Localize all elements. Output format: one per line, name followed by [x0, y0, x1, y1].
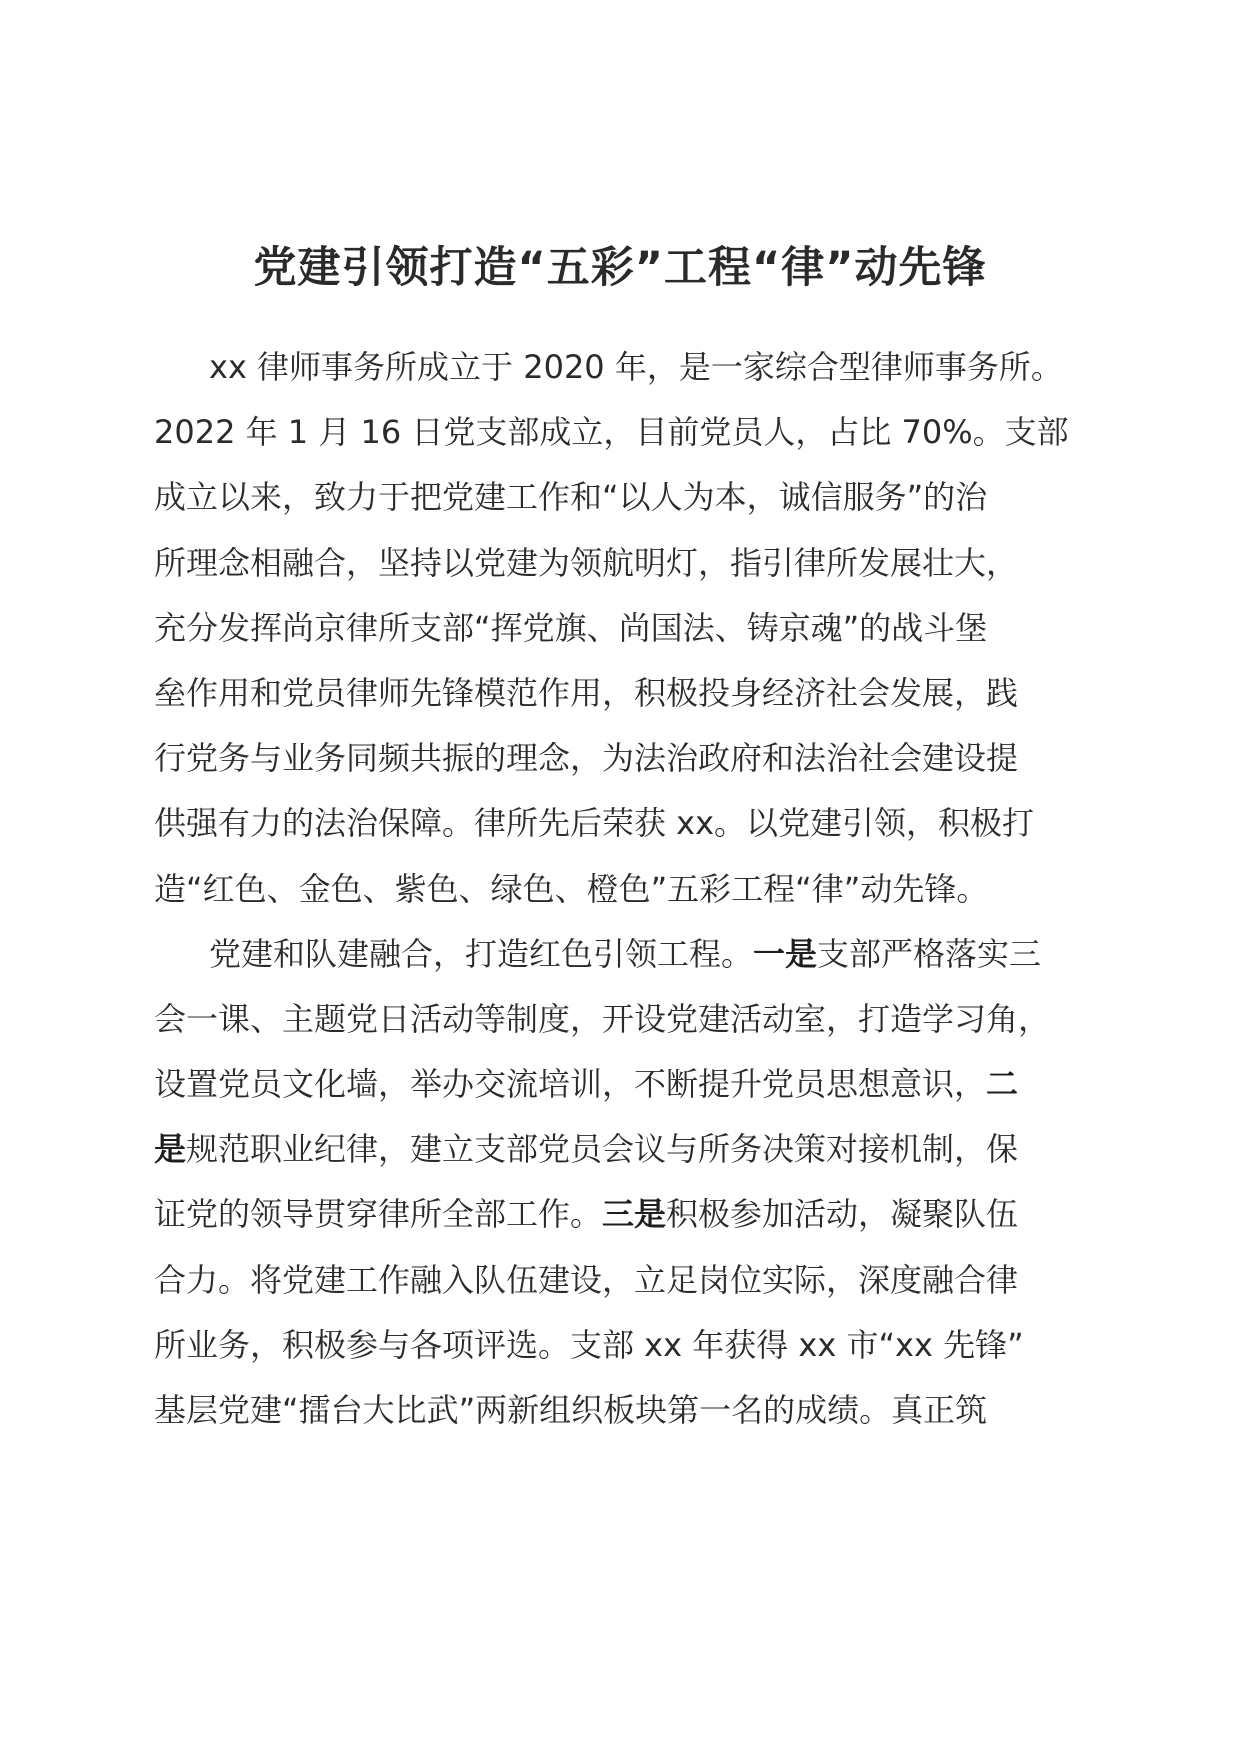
bold-text: 一是 — [753, 934, 818, 973]
text-segment: 规范职业纪律，建立支部党员会议与所务决策对接机制，保 — [186, 1130, 1019, 1169]
text-line — [154, 465, 1094, 530]
text-segment: 充分发挥尚京律所支部“挥党旗、尚国法、铸京魂”的战斗堡 — [154, 608, 988, 647]
text-segment: 造“红色、金色、紫色、绿色、橙色”五彩工程“律”动先锋。 — [154, 869, 989, 908]
bold-text: 二 — [986, 1065, 1019, 1104]
text-segment: 设置党员文化墙，举办交流培训，不断提升党员思想意识， — [154, 1065, 987, 1104]
document-body — [154, 335, 1094, 1443]
text-line — [154, 791, 1094, 856]
text-line — [154, 726, 1094, 791]
text-segment: 成立以来，致力于把党建工作和“以人为本，诚信服务”的治 — [154, 478, 988, 517]
text-line — [154, 661, 1094, 726]
text-line — [154, 531, 1094, 596]
text-line — [154, 987, 1094, 1052]
text-line — [154, 857, 1094, 922]
text-line — [154, 1117, 1094, 1182]
text-segment: 行党务与业务同频共振的理念，为法治政府和法治社会建设提 — [154, 739, 1019, 778]
text-segment: 支部严格落实三 — [817, 934, 1042, 973]
text-segment: xx 律师事务所成立于 2020 年，是一家综合型律师事务所。 — [209, 348, 1063, 386]
text-line — [154, 922, 1094, 987]
text-line — [154, 596, 1094, 661]
text-segment: 供强有力的法治保障。律所先后荣获 xx。以党建引领，积极打 — [154, 804, 1035, 843]
text-segment: 会一课、主题党日活动等制度，开设党建活动室，打造学习角， — [154, 999, 1051, 1038]
text-segment: 合力。将党建工作融入队伍建设，立足岗位实际，深度融合律 — [154, 1260, 1019, 1299]
paragraph — [154, 335, 1094, 922]
text-segment: 所业务，积极参与各项评选。支部 xx 年获得 xx 市“xx 先锋” — [154, 1325, 1024, 1364]
text-segment: 积极参加活动，凝聚队伍 — [666, 1195, 1019, 1234]
text-line — [154, 1313, 1094, 1378]
paragraph — [154, 922, 1094, 1444]
text-line — [154, 400, 1094, 465]
document-title: 党建引领打造“五彩”工程“律”动先锋 — [253, 243, 987, 293]
text-segment: 垒作用和党员律师先锋模范作用，积极投身经济社会发展，践 — [154, 673, 1019, 712]
text-segment: 基层党建“擂台大比武”两新组织板块第一名的成绩。真正筑 — [154, 1391, 988, 1429]
text-line — [154, 1052, 1094, 1117]
text-segment: 2022 年 1 月 16 日党支部成立，目前党员人，占比 70%。支部 — [154, 413, 1069, 452]
bold-text: 是 — [154, 1130, 187, 1169]
text-line — [154, 335, 1094, 400]
text-segment: 党建和队建融合，打造红色引领工程。 — [209, 934, 754, 973]
text-segment: 所理念相融合，坚持以党建为领航明灯，指引律所发展壮大， — [154, 543, 1019, 582]
text-line — [154, 1378, 1094, 1443]
text-line — [154, 1182, 1094, 1247]
bold-text: 三是 — [602, 1195, 667, 1234]
text-segment: 证党的领导贯穿律所全部工作。 — [154, 1195, 603, 1234]
text-line — [154, 1248, 1094, 1313]
